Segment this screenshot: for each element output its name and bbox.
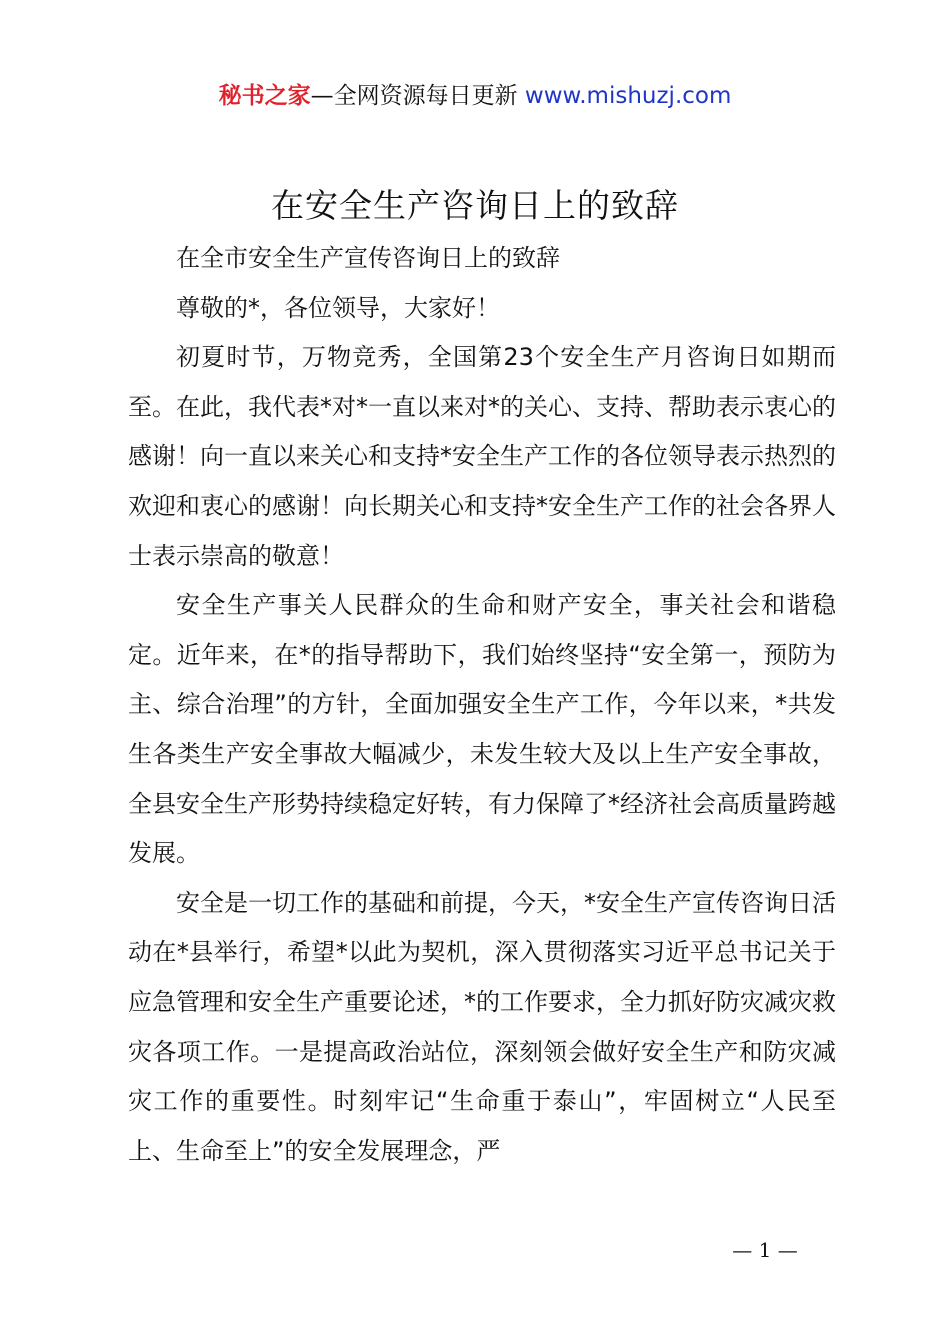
page-number: — 1 —	[732, 1238, 798, 1262]
site-header	[0, 80, 950, 112]
body-paragraph-1: 初夏时节，万物竞秀，全国第23个安全生产月咨询日如期而至。在此，我代表*对*一直以来对*的关心、支持、帮助表示衷心的感谢！向一直以来关心和支持*安全生产工作的各位领导表示热烈的欢迎和衷心的感谢！向长期关心和支持*安全生产工作的社会各界人士表示崇高的敬意！	[128, 343, 836, 570]
salutation-paragraph: 尊敬的*，各位领导，大家好！	[176, 293, 500, 322]
subtitle-paragraph: 在全市安全生产宣传咨询日上的致辞	[176, 244, 560, 272]
body-paragraph-2: 安全生产事关人民群众的生命和财产安全，事关社会和谐稳定。近年来，在*的指导帮助下，我们始终坚持“安全第一，预防为主、综合治理”的方针，全面加强安全生产工作，今年以来，*共发生各类生产安全事故大幅减少，未发生较大及以上生产安全事故，全县安全生产形势持续稳定好转，有力保障了*经济社会高质量跨越发展。	[128, 591, 836, 868]
brand-name: 秘书之家	[218, 83, 311, 109]
body-paragraph-3: 安全是一切工作的基础和前提，今天，*安全生产宣传咨询日活动在*县举行，希望*以此为契机，深入贯彻落实习近平总书记关于应急管理和安全生产重要论述，*的工作要求，全力抓好防灾减灾救灾各项工作。一是提高政治站位，深刻领会做好安全生产和防灾减灾工作的重要性。时刻牢记“生命重于泰山”，牢固树立“人民至上、生命至上”的安全发展理念，严	[128, 888, 836, 1165]
site-url[interactable]: www.mishuzj.com	[524, 83, 732, 109]
document-title: 在安全生产咨询日上的致辞	[271, 186, 679, 225]
header-slogan: —全网资源每日更新	[310, 83, 525, 109]
document-body	[128, 234, 836, 1176]
